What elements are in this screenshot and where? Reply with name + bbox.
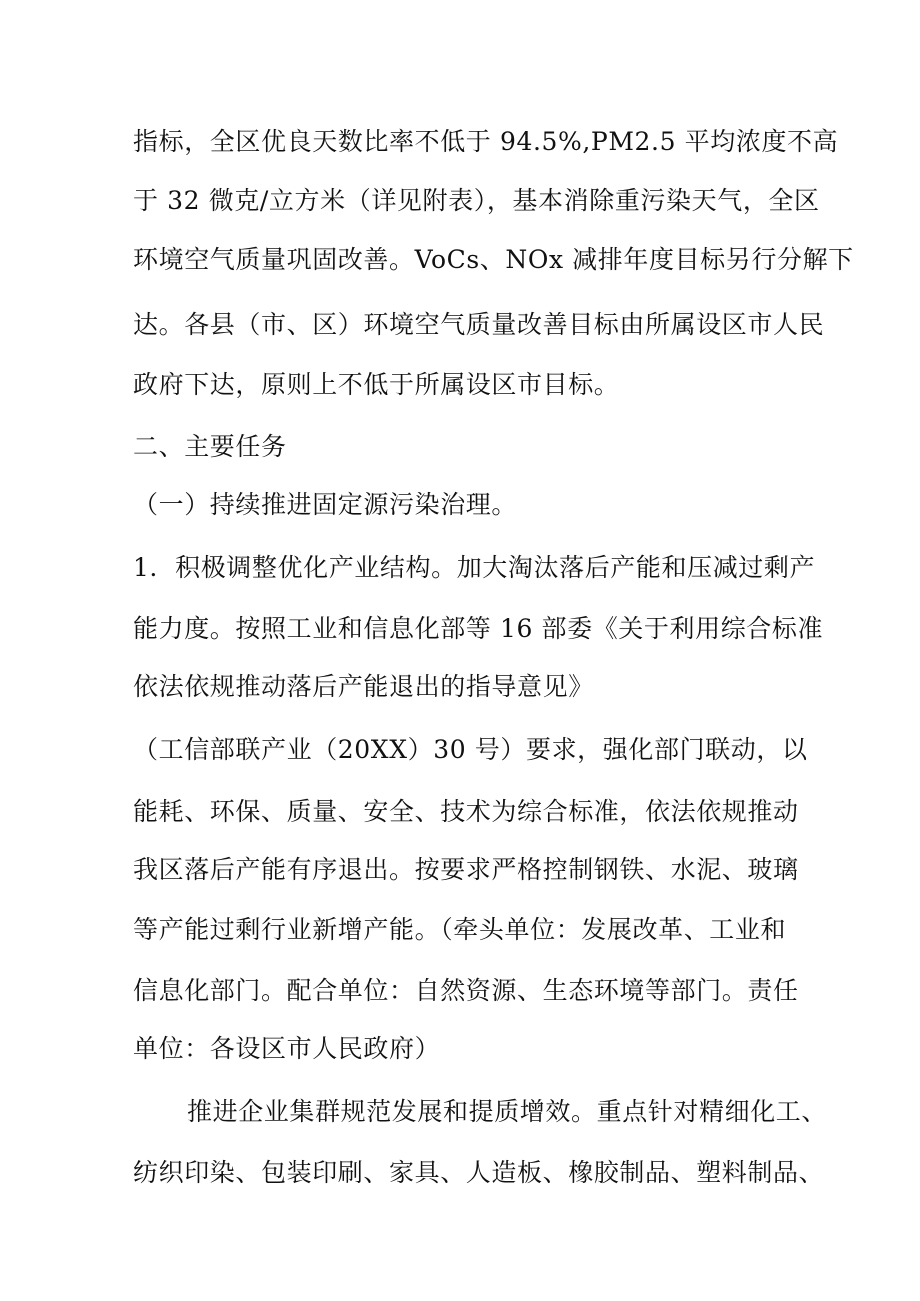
text-line-5: 政府下达，原则上不低于所属设区市目标。: [133, 370, 620, 399]
text-line-13: 我区落后产能有序退出。按要求严格控制钢铁、水泥、玻璃: [133, 855, 799, 884]
text-line-12: 能耗、环保、质量、安全、技术为综合标准，依法依规推动: [133, 797, 799, 826]
section-heading: 二、主要任务: [133, 432, 287, 461]
text-line-4: 达。各县（市、区）环境空气质量改善目标由所属设区市人民: [133, 310, 825, 339]
text-line-18: 纺织印染、包装印刷、家具、人造板、橡胶制品、塑料制品、: [133, 1158, 825, 1187]
text-line-1: 指标，全区优良天数比率不低于 94.5%,PM2.5 平均浓度不高: [133, 127, 839, 156]
text-line-15: 信息化部门。配合单位：自然资源、生态环境等部门。责任: [133, 976, 799, 1005]
text-line-14: 等产能过剩行业新增产能。（牵头单位：发展改革、工业和: [133, 915, 787, 944]
text-line-16: 单位：各设区市人民政府）: [133, 1034, 441, 1063]
text-line-2: 于 32 微克/立方米（详见附表），基本消除重污染天气，全区: [133, 186, 820, 215]
text-line-8: 1．积极调整优化产业结构。加大淘汰落后产能和压减过剩产: [133, 553, 816, 582]
text-line-10: 依法依规推动落后产能退出的指导意见》: [133, 672, 594, 701]
text-line-11: （工信部联产业（20XX）30 号）要求，强化部门联动，以: [133, 735, 808, 764]
text-line-3: 环境空气质量巩固改善。VoCs、NOx 减排年度目标另行分解下: [133, 245, 854, 274]
text-line-9: 能力度。按照工业和信息化部等 16 部委《关于利用综合标准: [133, 614, 824, 643]
subsection-heading: （一）持续推进固定源污染治理。: [133, 490, 518, 519]
text-line-17: 推进企业集群规范发展和提质增效。重点针对精细化工、: [187, 1097, 828, 1126]
